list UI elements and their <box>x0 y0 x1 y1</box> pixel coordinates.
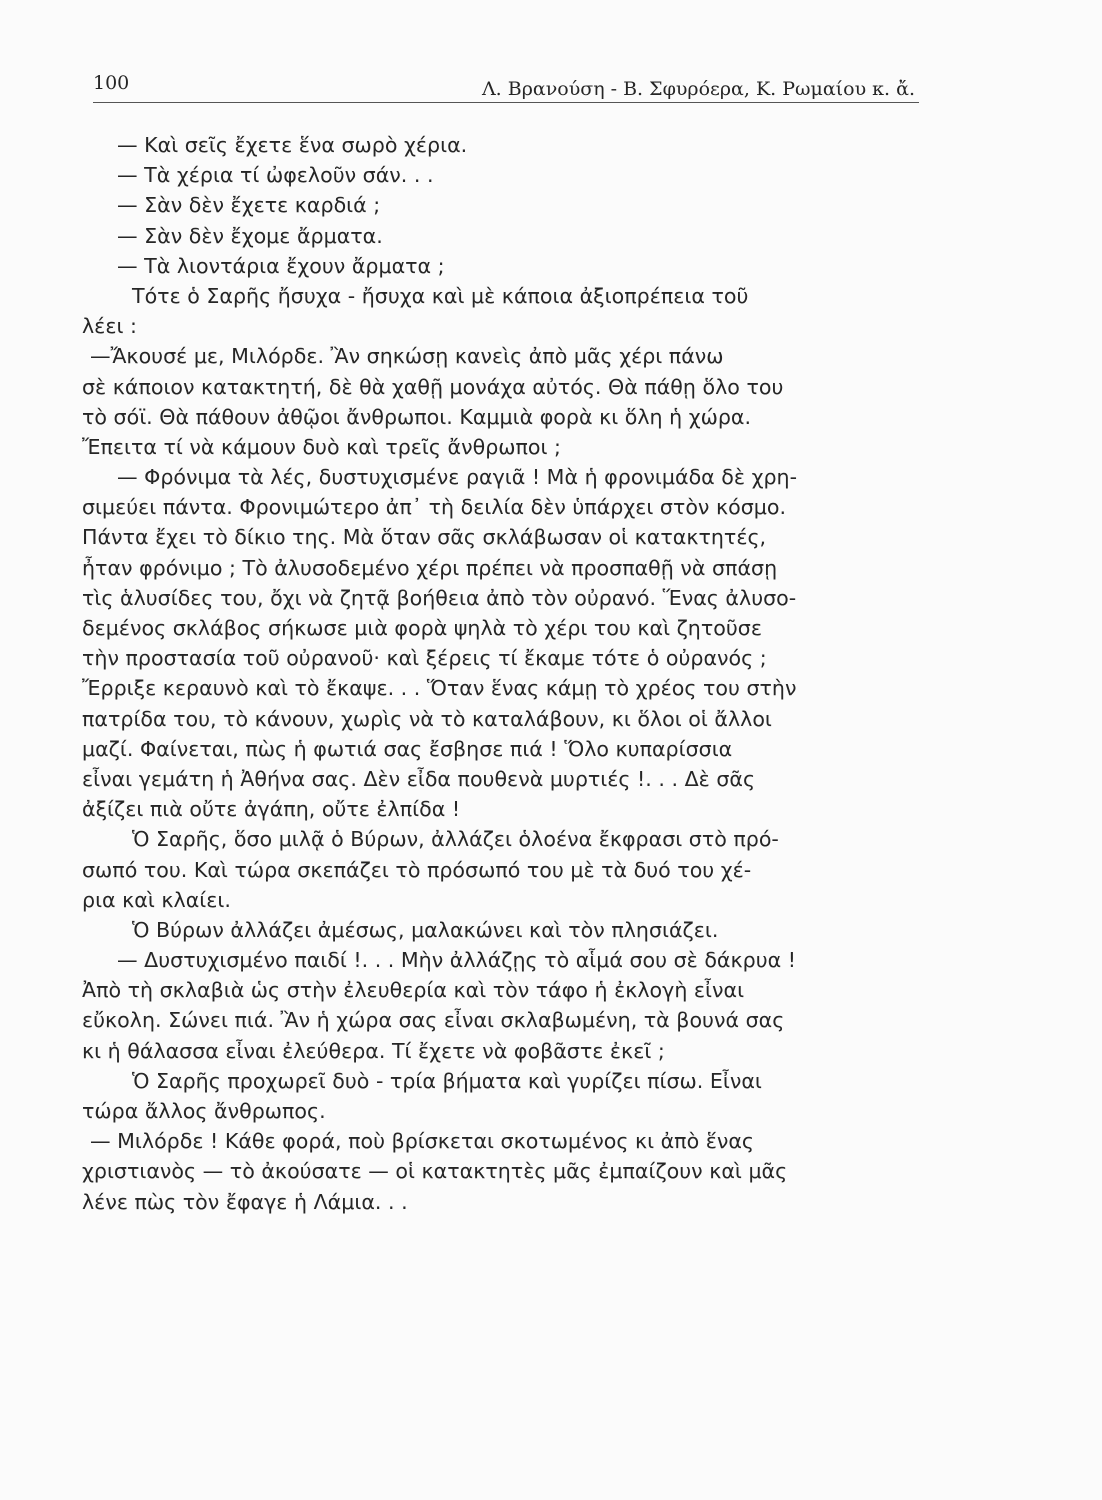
page-number: 100 <box>93 72 130 94</box>
text-line: — Δυστυχισμένο παιδί !. . . Μὴν ἀλλάζῃς τὸ αἷμά σου σὲ δάκρυα ! <box>117 948 797 973</box>
text-line: Τότε ὁ Σαρῆς ἤσυχα - ἤσυχα καὶ μὲ κάποια ἀξιοπρέπεια τοῦ <box>132 283 749 308</box>
text-line: — Τὰ χέρια τί ὠφελοῦν σάν. . . <box>117 163 434 188</box>
text-line: τὴν προστασία τοῦ οὐρανοῦ· καὶ ξέρεις τί ἔκαμε τότε ὁ οὐρανός ; <box>82 646 767 671</box>
text-line: Ἔρριξε κεραυνὸ καὶ τὸ ἔκαψε. . . Ὅταν ἕνας κάμῃ τὸ χρέος του στὴν <box>82 676 797 701</box>
text-line: κι ἡ θάλασσα εἶναι ἐλεύθερα. Τί ἔχετε νὰ φοβᾶστε ἐκεῖ ; <box>82 1038 665 1063</box>
text-line: τώρα ἄλλος ἄνθρωπος. <box>82 1099 326 1123</box>
page-header <box>93 58 919 103</box>
text-line: — Μιλόρδε ! Κάθε φορά, ποὺ βρίσκεται σκοτωμένος κι ἀπὸ ἕνας <box>90 1129 755 1154</box>
text-line: ἦταν φρόνιμο ; Τὸ ἀλυσοδεμένο χέρι πρέπει νὰ προσπαθῇ νὰ σπάσῃ <box>82 555 778 580</box>
text-line: λέει : <box>82 314 137 339</box>
text-line: εἶναι γεμάτη ἡ Ἀθήνα σας. Δὲν εἶδα πουθενὰ μυρτιές !. . . Δὲ σᾶς <box>82 766 756 791</box>
text-line: —Ἄκουσέ με, Μιλόρδε. Ἂν σηκώσῃ κανεὶς ἀπὸ μᾶς χέρι πάνω <box>90 344 724 369</box>
text-line: εὔκολη. Σώνει πιά. Ἂν ἡ χώρα σας εἶναι σκλαβωμένη, τὰ βουνά σας <box>82 1008 785 1033</box>
text-line: Ὁ Σαρῆς προχωρεῖ δυὸ - τρία βήματα καὶ γυρίζει πίσω. Εἶναι <box>132 1068 762 1093</box>
text-line: τὶς ἁλυσίδες του, ὄχι νὰ ζητᾷ βοήθεια ἀπὸ τὸν οὐρανό. Ἕνας ἀλυσο- <box>82 585 797 610</box>
text-line: — Σὰν δὲν ἔχετε καρδιά ; <box>117 193 381 218</box>
text-line: μαζί. Φαίνεται, πὼς ἡ φωτιά σας ἔσβησε πιά ! Ὅλο κυπαρίσσια <box>82 736 733 761</box>
text-line: σιμεύει πάντα. Φρονιμώτερο ἀπ᾿ τὴ δειλία δὲν ὑπάρχει στὸν κόσμο. <box>82 495 787 520</box>
text-line: — Τὰ λιοντάρια ἔχουν ἄρματα ; <box>117 253 445 278</box>
text-line: ρια καὶ κλαίει. <box>82 887 231 912</box>
text-line: τὸ σόϊ. Θὰ πάθουν ἀθῷοι ἄνθρωποι. Καμμιὰ φορὰ κι ὅλη ἡ χώρα. <box>82 404 752 429</box>
text-line: δεμένος σκλάβος σήκωσε μιὰ φορὰ ψηλὰ τὸ χέρι του καὶ ζητοῦσε <box>82 616 762 640</box>
text-line: — Φρόνιμα τὰ λές, δυστυχισμένε ραγιᾶ ! Μὰ ἡ φρονιμάδα δὲ χρη- <box>117 465 798 490</box>
text-line: Ἀπὸ τὴ σκλαβιὰ ὡς στὴν ἐλευθερία καὶ τὸν τάφο ἡ ἐκλογὴ εἶναι <box>82 978 745 1003</box>
text-line: Ἔπειτα τί νὰ κάμουν δυὸ καὶ τρεῖς ἄνθρωποι ; <box>82 434 561 459</box>
text-line: — Σὰν δὲν ἔχομε ἄρματα. <box>117 223 383 248</box>
text-line: χριστιανὸς — τὸ ἀκούσατε — οἱ κατακτητὲς μᾶς ἐμπαίζουν καὶ μᾶς <box>82 1159 788 1184</box>
text-line: ἀξίζει πιὰ οὔτε ἀγάπη, οὔτε ἐλπίδα ! <box>82 797 461 822</box>
text-line: πατρίδα του, τὸ κάνουν, χωρὶς νὰ τὸ καταλάβουν, κι ὅλοι οἱ ἄλλοι <box>82 706 772 731</box>
text-line: Ὁ Βύρων ἀλλάζει ἀμέσως, μαλακώνει καὶ τὸν πλησιάζει. <box>132 917 719 942</box>
text-line: — Καὶ σεῖς ἔχετε ἕνα σωρὸ χέρια. <box>117 133 468 157</box>
text-line: σωπό του. Καὶ τώρα σκεπάζει τὸ πρόσωπό του μὲ τὰ δυό του χέ- <box>82 857 752 882</box>
text-line: Πάντα ἔχει τὸ δίκιο της. Μὰ ὅταν σᾶς σκλάβωσαν οἱ κατακτητές, <box>82 525 767 550</box>
running-title: Λ. Βρανούση - Β. Σφυρόερα, Κ. Ρωμαίου κ. ἄ. <box>481 78 915 100</box>
text-line: λένε πὼς τὸν ἔφαγε ἡ Λάμια. . . <box>82 1189 408 1214</box>
text-line: σὲ κάποιον κατακτητή, δὲ θὰ χαθῇ μονάχα αὐτός. Θὰ πάθῃ ὅλο του <box>82 374 784 399</box>
text-line: Ὁ Σαρῆς, ὅσο μιλᾷ ὁ Βύρων, ἀλλάζει ὁλοένα ἔκφρασι στὸ πρό- <box>132 827 779 852</box>
body-text <box>82 130 932 1217</box>
